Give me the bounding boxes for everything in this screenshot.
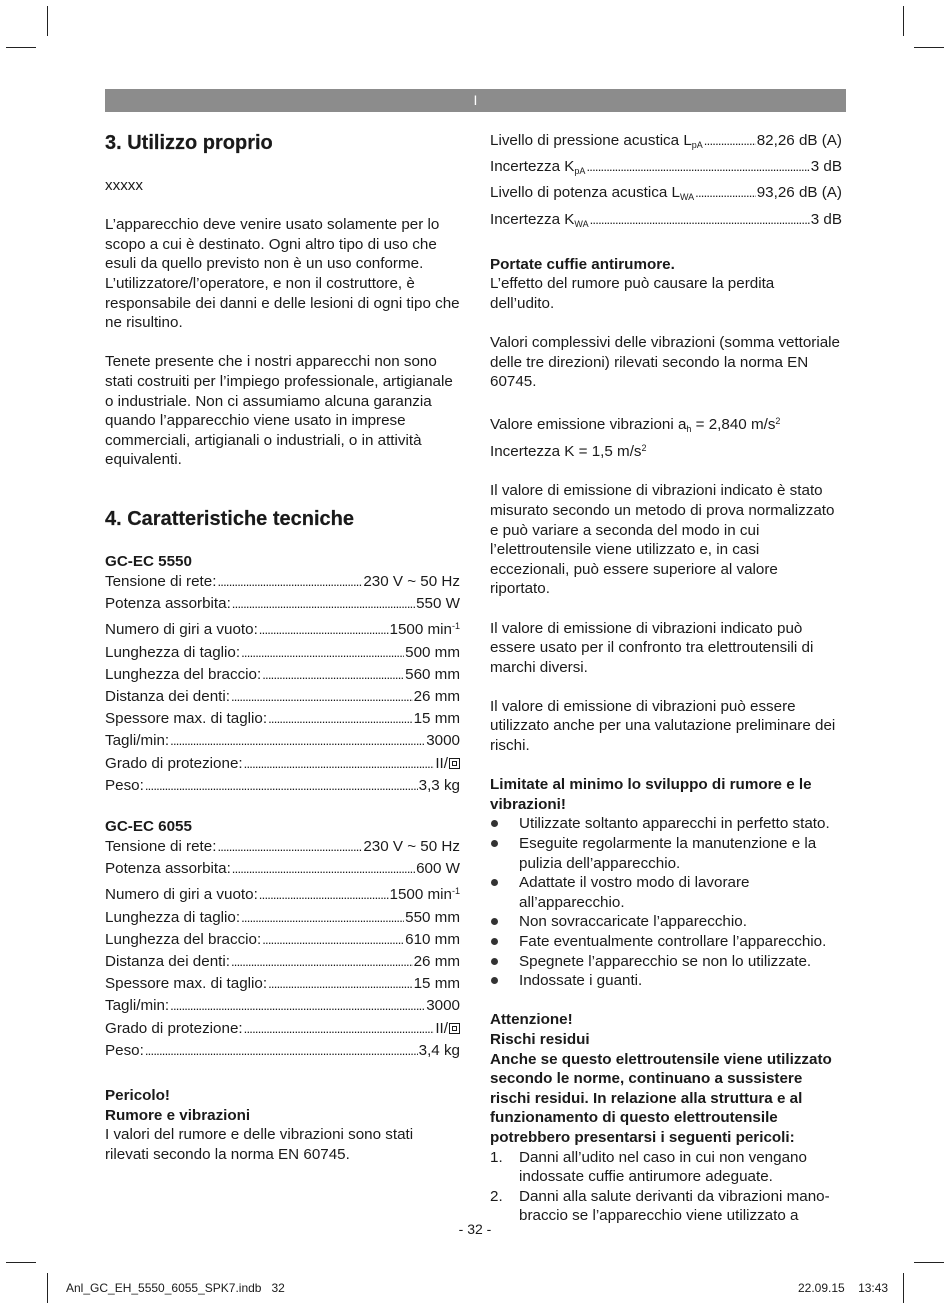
model-block-5550 (105, 552, 460, 797)
spec-row: Numero di giri a vuoto: . . . 1500 $\min^{-1}$ (105, 615, 460, 641)
list-item: Spegnete l’apparecchio se non lo utilizzate. (490, 952, 842, 972)
residual-risks-heading: Rischi residui (490, 1030, 590, 1048)
section-3-placeholder: xxxxx (105, 177, 143, 194)
vibration-uncertainty-value: Incertezza K = 1,5 $m/s^2$ (490, 443, 647, 461)
crop-mark (47, 1273, 48, 1303)
spec-row: Tensione di rete: . . . 230 V ~ 50 Hz (105, 836, 460, 858)
left-column (105, 130, 460, 1164)
section-3-paragraph-1: L’apparecchio deve venire usato solamente per lo scopo a cui è destinato. Ogni altro tipo di uso che esuli da quello previsto non è un uso conforme. L’utilizzatore/l’operatore, e non il costruttore, è responsabile dei danni e delle lesioni di ogni tipo che ne risultino. (105, 216, 460, 332)
spec-row: Lunghezza di taglio: . . . 500 mm (105, 642, 460, 664)
spec-row: Potenza assorbita: . . . 600 W (105, 858, 460, 880)
spec-row: Tagli/min: . . . 3000 (105, 995, 460, 1017)
spec-row: Grado di protezione: . . . II/ (105, 753, 460, 775)
spec-row: Spessore max. di taglio: . . . 15 mm (105, 973, 460, 995)
language-bar (105, 89, 846, 112)
spec-row: Grado di protezione: . . . II/ (105, 1018, 460, 1040)
list-item: Fate eventualmente controllare l’apparecchio. (490, 932, 842, 952)
ear-protection-text: L’effetto del rumore può causare la perdita dell’udito. (490, 275, 775, 312)
spec-row: Lunghezza del braccio: . . . 610 mm (105, 929, 460, 951)
spec-row: Potenza assorbita: . . . 550 W (105, 593, 460, 615)
vibration-paragraph-2: Il valore di emissione di vibrazioni indicato può essere usato per il confronto tra elettroutensili di marchi diversi. (490, 619, 814, 676)
print-file-info: Anl_GC_EH_5550_6055_SPK7.indb 32 (66, 1281, 285, 1295)
page-number: - 32 - (458, 1221, 492, 1237)
spec-row: Distanza dei denti: . . . 26 mm (105, 686, 460, 708)
list-item: Eseguite regolarmente la manutenzione e la pulizia dell’apparecchio. (490, 834, 842, 873)
vibration-total-text: Valori complessivi delle vibrazioni (somma vettoriale delle tre direzioni) rilevati secondo la norma EN 60745. (490, 334, 841, 391)
model-name: GC-EC 6055 (105, 817, 192, 835)
crop-mark (914, 47, 944, 48)
list-item: Indossate i guanti. (490, 971, 842, 991)
model-block-6055 (105, 817, 460, 1062)
crop-mark (903, 6, 904, 36)
section-4-title: 4. Caratteristiche tecniche (105, 507, 354, 530)
spec-row: Tagli/min: . . . 3000 (105, 730, 460, 752)
noise-paragraph: I valori del rumore e delle vibrazioni sono stati rilevati secondo la norma EN 60745. (105, 1126, 414, 1163)
vibration-paragraph-3: Il valore di emissione di vibrazioni può essere utilizzato anche per una valutazione preliminare dei rischi. (490, 697, 836, 755)
spec-row: Peso: . . . 3,4 kg (105, 1040, 460, 1062)
noise-heading: Rumore e vibrazioni (105, 1106, 251, 1124)
residual-risks-text: Anche se questo elettroutensile viene utilizzato secondo le norme, continuano a sussistere rischi residui. In relazione alla struttura e al funzionamento di questo elettroutensile potrebbero presentarsi i seguenti pericoli: (490, 1050, 832, 1146)
list-item: 1. Danni all’udito nel caso in cui non vengano indossate cuffie antirumore adeguate. (490, 1148, 807, 1186)
spec-row: Lunghezza del braccio: . . . 560 mm (105, 664, 460, 686)
list-item: Non sovraccaricate l’apparecchio. (490, 912, 842, 932)
vibration-paragraph-1: Il valore di emissione di vibrazioni indicato è stato misurato secondo un metodo di prova normalizzato e può variare a seconda del modo in cui l’elettroutensile viene utilizzato e, in casi eccezionali, può essere superiore al valore riportato. (490, 482, 835, 598)
vibration-emission-value: Valore emissione vibrazioni $a_h = 2,840$ $m/s^2$ (490, 415, 781, 434)
spec-row: Distanza dei denti: . . . 26 mm (105, 951, 460, 973)
noise-spec-row: Livello di pressione acustica $L_{pA}$ . . . 82,26 dB (A) (490, 130, 842, 156)
crop-mark (6, 47, 36, 48)
print-timestamp: 22.09.15 13:43 (798, 1281, 889, 1295)
double-insulation-icon (449, 758, 460, 769)
limit-noise-heading: Limitate al minimo lo sviluppo di rumore e le vibrazioni! (490, 776, 812, 813)
language-code: I (473, 92, 478, 108)
noise-spec-row: Incertezza $K_{pA}$ . . . 3 dB (490, 156, 842, 182)
precaution-list (490, 814, 842, 990)
spec-row: Spessore max. di taglio: . . . 15 mm (105, 708, 460, 730)
attention-heading: Attenzione! (490, 1011, 573, 1029)
section-3-title: 3. Utilizzo proprio (105, 132, 273, 154)
danger-heading: Pericolo! (105, 1086, 170, 1104)
list-item: 2. Danni alla salute derivanti da vibrazioni mano-braccio se l’apparecchio viene utilizzato a (490, 1187, 830, 1225)
model-name: GC-EC 5550 (105, 552, 192, 570)
crop-mark (6, 1262, 36, 1263)
risk-list (490, 1148, 842, 1226)
double-insulation-icon (449, 1023, 460, 1034)
list-item: Adattate il vostro modo di lavorare all’apparecchio. (490, 873, 842, 912)
spec-row: Peso: . . . 3,3 kg (105, 775, 460, 797)
crop-mark (903, 1273, 904, 1303)
spec-row: Lunghezza di taglio: . . . 550 mm (105, 907, 460, 929)
right-column (490, 130, 842, 1226)
ear-protection-heading: Portate cuffie antirumore. (490, 255, 675, 273)
spec-row: Tensione di rete: . . . 230 V ~ 50 Hz (105, 571, 460, 593)
noise-spec-row: Incertezza $K_{WA}$ . . . 3 dB (490, 209, 842, 235)
section-3-paragraph-2: Tenete presente che i nostri apparecchi non sono stati costruiti per l’impiego professionale, artigianale o industriale. Non ci assumiamo alcuna garanzia quando l’apparecchio viene usato in imprese commerciali, artigianali o industriali, o in attività equivalenti. (105, 353, 453, 469)
noise-spec-row: Livello di potenza acustica $L_{WA}$ . . . 93,26 dB (A) (490, 182, 842, 208)
crop-mark (914, 1262, 944, 1263)
list-item: Utilizzate soltanto apparecchi in perfetto stato. (490, 814, 842, 834)
spec-row: Numero di giri a vuoto: . . . 1500 $\min^{-1}$ (105, 880, 460, 906)
crop-mark (47, 6, 48, 36)
